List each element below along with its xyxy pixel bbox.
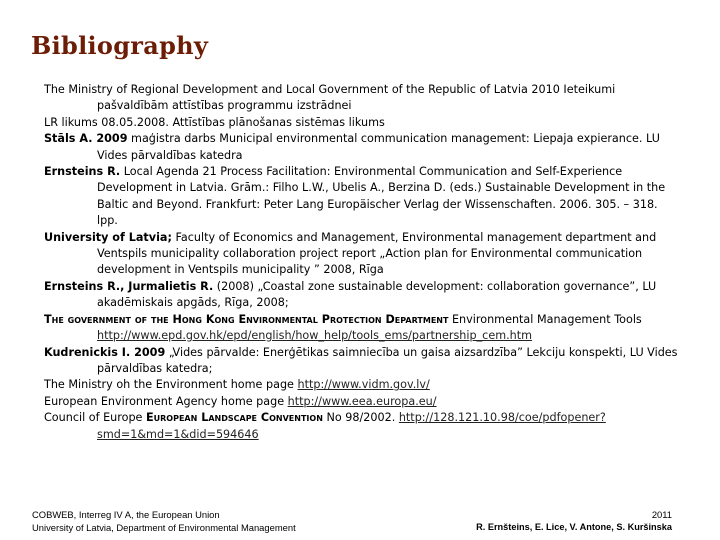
ref-text: Local Agenda 21 Process Facilitation: Environmental Communication and Self-Experience Development in Latvia. Grām.: Filho L.W., Ubelis A., Berzina D. (eds.) Sustainable Development in the Baltic and Beyond. Frankfurt: Peter Lang Europäischer Verlag der Wissenschaften. 2006. 305. – 318. lpp. (97, 165, 666, 228)
coe-link[interactable]: http://128.121.10.98/coe/pdfopener?smd=1&md=1&did=594646 (97, 411, 606, 441)
eea-link[interactable]: http://www.eea.europa.eu/ (287, 394, 437, 408)
ref-4 (44, 164, 680, 230)
ref-text: maģistra darbs Municipal environmental communication management: Liepaja expierance. LU Vides pārvaldības katedra (97, 132, 660, 162)
ref-author: University of Latvia; (44, 230, 172, 244)
ref-text: „Vides pārvalde: Enerģētikas saimniecība un gaisa aizsardzība” Lekciju konspekti, LU Vides pārvaldības katedra; (97, 345, 678, 375)
ref-6 (44, 279, 680, 312)
ref-9 (44, 377, 680, 393)
epd-link[interactable]: http://www.epd.gov.hk/epd/english/how_help/tools_ems/partnership_cem.htm (97, 329, 533, 343)
ref-text: Council of Europe (44, 411, 146, 425)
footer-left (32, 508, 296, 534)
ref-text: European Environment Agency home page (44, 394, 288, 408)
footer-university: University of Latvia, Department of Environmental Management (32, 522, 296, 533)
ref-author: Ernsteins R., Jurmalietis R. (44, 279, 214, 293)
ref-author: Stāls A. 2009 (44, 132, 128, 146)
ref-8 (44, 345, 680, 378)
ref-text: Faculty of Economics and Management, Environmental management department and Ventspils municipality collaboration project report „Action plan for Environmental communication development in Ventspils municipality ” 2008, Rīga (97, 230, 657, 277)
ref-text: No 98/2002. (322, 411, 399, 425)
vidm-link[interactable]: http://www.vidm.gov.lv/ (297, 378, 430, 392)
ref-7 (44, 312, 680, 345)
ref-2 (44, 115, 680, 131)
ref-title: European Landscape Convention (146, 411, 323, 425)
ref-text: LR likums 08.05.2008. Attīstības plānošanas sistēmas likums (44, 115, 385, 129)
bibliography-list (44, 82, 680, 443)
ref-3 (44, 131, 680, 164)
ref-1 (44, 82, 680, 115)
ref-author: Kudrenickis I. 2009 (44, 345, 166, 359)
footer-authors: R. Ernšteins, E. Lice, V. Antone, S. Kuršinska (476, 522, 672, 532)
ref-text: The Ministry of Regional Development and Local Government of the Republic of Latvia 2010 Ieteikumi pašvaldībām attīstības programmu izstrādnei (44, 83, 616, 113)
ref-text: Environmental Management Tools (448, 312, 642, 326)
ref-text: The Ministry oh the Environment home page (44, 378, 298, 392)
ref-5 (44, 230, 680, 279)
footer-right (476, 508, 672, 534)
ref-author: The government of the Hong Kong Environmental Protection Department (44, 312, 449, 326)
ref-text: (2008) „Coastal zone sustainable development: collaboration governance”, LU akadēmiskais apgāds, Rīga, 2008; (97, 279, 657, 310)
footer-project: COBWEB, Interreg IV A, the European Union (32, 509, 220, 520)
ref-author: Ernsteins R. (44, 165, 121, 179)
footer-year: 2011 (651, 509, 672, 520)
page-title: Bibliography (31, 31, 209, 60)
ref-10 (44, 394, 680, 410)
ref-11 (44, 410, 680, 443)
